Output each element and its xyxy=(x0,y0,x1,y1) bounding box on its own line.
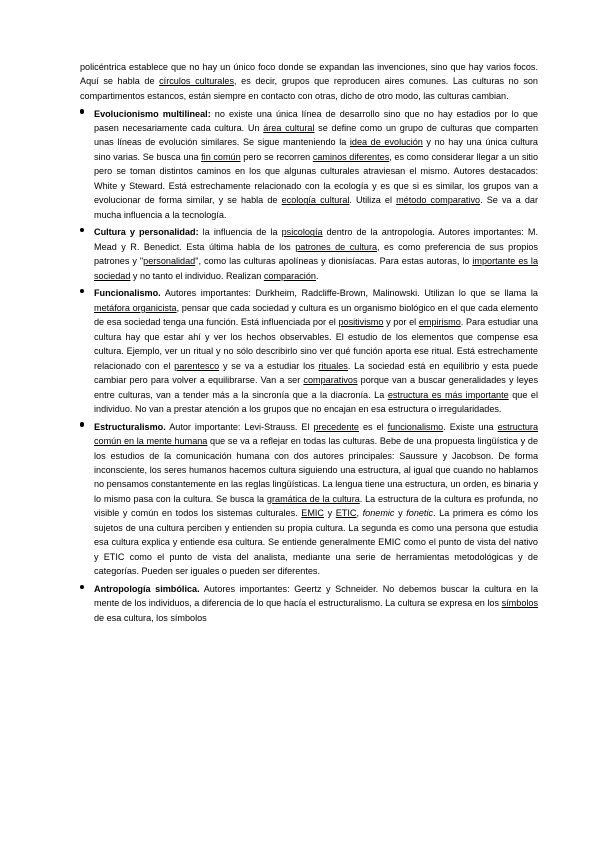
text-run: porque van a buscar generalidades y leyes entre culturas, van a tender más a la sincronía que a la diacronía. La xyxy=(94,375,538,400)
paragraph-text xyxy=(94,107,538,223)
bold-run: Antropología simbólica. xyxy=(94,583,200,594)
underlined-run: parentesco xyxy=(174,360,220,371)
paragraph-text xyxy=(94,225,538,283)
document-body xyxy=(80,60,538,625)
bullet-icon xyxy=(80,422,84,426)
text-run: . La sociedad está en equilibrio y esta puede cambiar pero para volver a equilibrarse. Van a ser xyxy=(94,360,538,386)
text-run: , es decir, grupos que reproducen aires comunes. Las culturas no son compartimentos estancos, están siempre en contacto con otras, dicho de otro modo, las culturas cambian. xyxy=(80,76,538,101)
text-run: y xyxy=(324,508,336,519)
text-run: y no hay una única cultura sino varias. Se busca una xyxy=(94,137,538,162)
underlined-run: positivismo xyxy=(338,317,384,328)
text-run: . Existe una xyxy=(443,421,498,432)
underlined-run: círculos culturales xyxy=(159,76,234,87)
paragraph-text xyxy=(80,60,538,103)
bullet-icon xyxy=(80,109,84,113)
underlined-run: fin común xyxy=(201,151,241,162)
text-run: , pensar que cada sociedad y cultura es un organismo biológico en el que cada elemento de esa sociedad tenga una función. Está influenciada por el xyxy=(94,302,538,328)
underlined-run: área cultural xyxy=(263,123,315,133)
bold-run: Estructuralismo. xyxy=(94,421,166,432)
underlined-run: empirismo xyxy=(418,317,461,328)
bold-run: Evolucionismo multilineal: xyxy=(94,108,211,119)
underlined-run: caminos diferentes xyxy=(312,151,390,162)
bullet-icon xyxy=(80,585,84,589)
bullet-paragraph xyxy=(80,286,538,416)
text-run: , xyxy=(356,508,363,519)
underlined-run: importante es la sociedad xyxy=(94,256,539,281)
underlined-run: metáfora organicista xyxy=(94,302,177,313)
text-run: . La primera es cómo los sujetos de una cultura perciben y entienden su propia cultura. La segunda es como una persona que estudia esa cultura explica y entiende esa cultura. Se entiende generalmente EMIC como el punto de vista del nativo y ETIC como el punto de vista del analista, mediante una serie de herramientas metodológicas y de categorías. Pueden ser iguales o pueden ser diferentes. xyxy=(94,508,538,577)
underlined-run: estructura común en la mente humana xyxy=(94,421,539,447)
underlined-run: patrones de cultura xyxy=(295,241,378,252)
bold-run: Funcionalismo. xyxy=(94,288,161,299)
text-run: Autores importantes: Geertz y Schneider. No debemos buscar la cultura en la mente de los individuos, a diferencia de lo que hacía el estructuralismo. La cultura se expresa en los xyxy=(94,583,538,609)
underlined-run: idea de evolución xyxy=(349,137,423,148)
text-run: la influencia de la xyxy=(198,227,282,238)
underlined-run: personalidad xyxy=(143,256,196,267)
text-run: dentro de la antropología. Autores importantes: M. Mead y R. Benedict. Esta última habla de los xyxy=(94,227,538,252)
text-run: y por el xyxy=(383,317,419,328)
paragraph-text xyxy=(94,420,538,579)
text-run: es el xyxy=(359,421,388,432)
underlined-run: ETIC xyxy=(335,508,357,519)
underlined-run: comparativos xyxy=(303,375,358,386)
text-run: y no tanto el individuo. Realizan xyxy=(130,270,264,281)
text-run: y xyxy=(394,508,407,519)
text-run: . Utiliza el xyxy=(349,195,397,206)
text-run: . Para estudiar una cultura hay que estar ahí y ver los hechos observables. El estudio de los elementos que compense esa cultura. Ejemplo, ver un ritual y no sólo describirlo sino ver qué función aporta ese ritual. Está estrechamente relacionado con el xyxy=(94,317,539,371)
bullet-paragraph xyxy=(80,582,538,625)
text-run: . La estructura de la cultura es profunda, no visible y común en todos los sistemas culturales. xyxy=(94,493,538,519)
text-run: , es como preferencia de sus propios patrones y " xyxy=(94,241,538,267)
text-run: se define como un grupo de culturas que comparten unas líneas de evolución similares. Se sigue manteniendo la xyxy=(94,123,538,148)
underlined-run: precedente xyxy=(313,421,359,432)
text-run: y se va a estudiar los xyxy=(219,360,319,371)
text-run: , es como considerar llegar a un sitio pero se toman distintos caminos en los que algunas culturales atraviesan el mismo. Autores destacados: White y Steward. Está estrechamente relacionado con la ecología y es que si es similar, los grupos van a evolucionar de forma similar, y se habla de xyxy=(94,151,538,206)
underlined-run: gramática de la cultura xyxy=(266,493,360,504)
bullet-paragraph xyxy=(80,107,538,223)
text-run: de esa cultura, los símbolos xyxy=(94,612,207,623)
text-run: policéntrica establece que no hay un único foco donde se expandan las invenciones, sino que hay varios focos. Aquí se habla de xyxy=(80,62,538,87)
underlined-run: método comparativo xyxy=(396,195,481,206)
text-run: ", como las culturas apolíneas y dionisíacas. Para estas autoras, lo xyxy=(195,256,473,267)
text-run: pero se recorren xyxy=(240,151,313,162)
italic-run: fonetic xyxy=(406,508,434,519)
bullet-icon xyxy=(80,228,84,232)
bullet-paragraph xyxy=(80,420,538,579)
underlined-run: funcionalismo xyxy=(387,421,444,432)
bullet-icon xyxy=(80,289,84,293)
bullet-paragraph xyxy=(80,225,538,283)
underlined-run: comparación xyxy=(263,270,316,281)
underlined-run: psicología xyxy=(281,227,323,238)
text-run: que el individuo. No van a prestar atención a los grupos que no encajan en esa estructura o irregularidades. xyxy=(94,389,538,414)
underlined-run: símbolos xyxy=(501,598,538,609)
text-run: . xyxy=(315,270,319,281)
text-run: que se va a reflejar en todas las culturas. Bebe de una propuesta lingüística y de los estudios de la comunicación humana con dos autores principales: Saussure y Jacobson. De forma inconsciente, los seres humanos hacemos cultura siguiendo una estructura, al igual que cuando no hablamos no pensamos constantemente en las reglas lingüísticas. La lengua tiene una estructura, un orden, es binaria y lo mismo pasa con la cultura. Se busca la xyxy=(94,436,538,504)
paragraph xyxy=(80,60,538,103)
text-run: . Se va a dar mucha influencia a la tecnología. xyxy=(94,195,539,220)
italic-run: fonemic xyxy=(362,508,395,519)
underlined-run: estructura es más importante xyxy=(387,389,509,400)
paragraph-text xyxy=(94,582,538,625)
underlined-run: ecología cultural xyxy=(281,195,350,206)
underlined-run: EMIC xyxy=(301,508,324,519)
underlined-run: rituales xyxy=(318,360,348,371)
text-run: Autor importante: Levi-Strauss. El xyxy=(165,421,314,432)
bold-run: Cultura y personalidad: xyxy=(94,227,199,238)
text-run: no existe una única línea de desarrollo sino que no hay estadios por lo que pasen necesariamente cada cultura. Un xyxy=(94,108,538,133)
text-run: Autores importantes: Durkheim, Radcliffe-Brown, Malinowski. Utilizan lo que se llama la xyxy=(160,288,538,299)
paragraph-text xyxy=(94,286,538,416)
